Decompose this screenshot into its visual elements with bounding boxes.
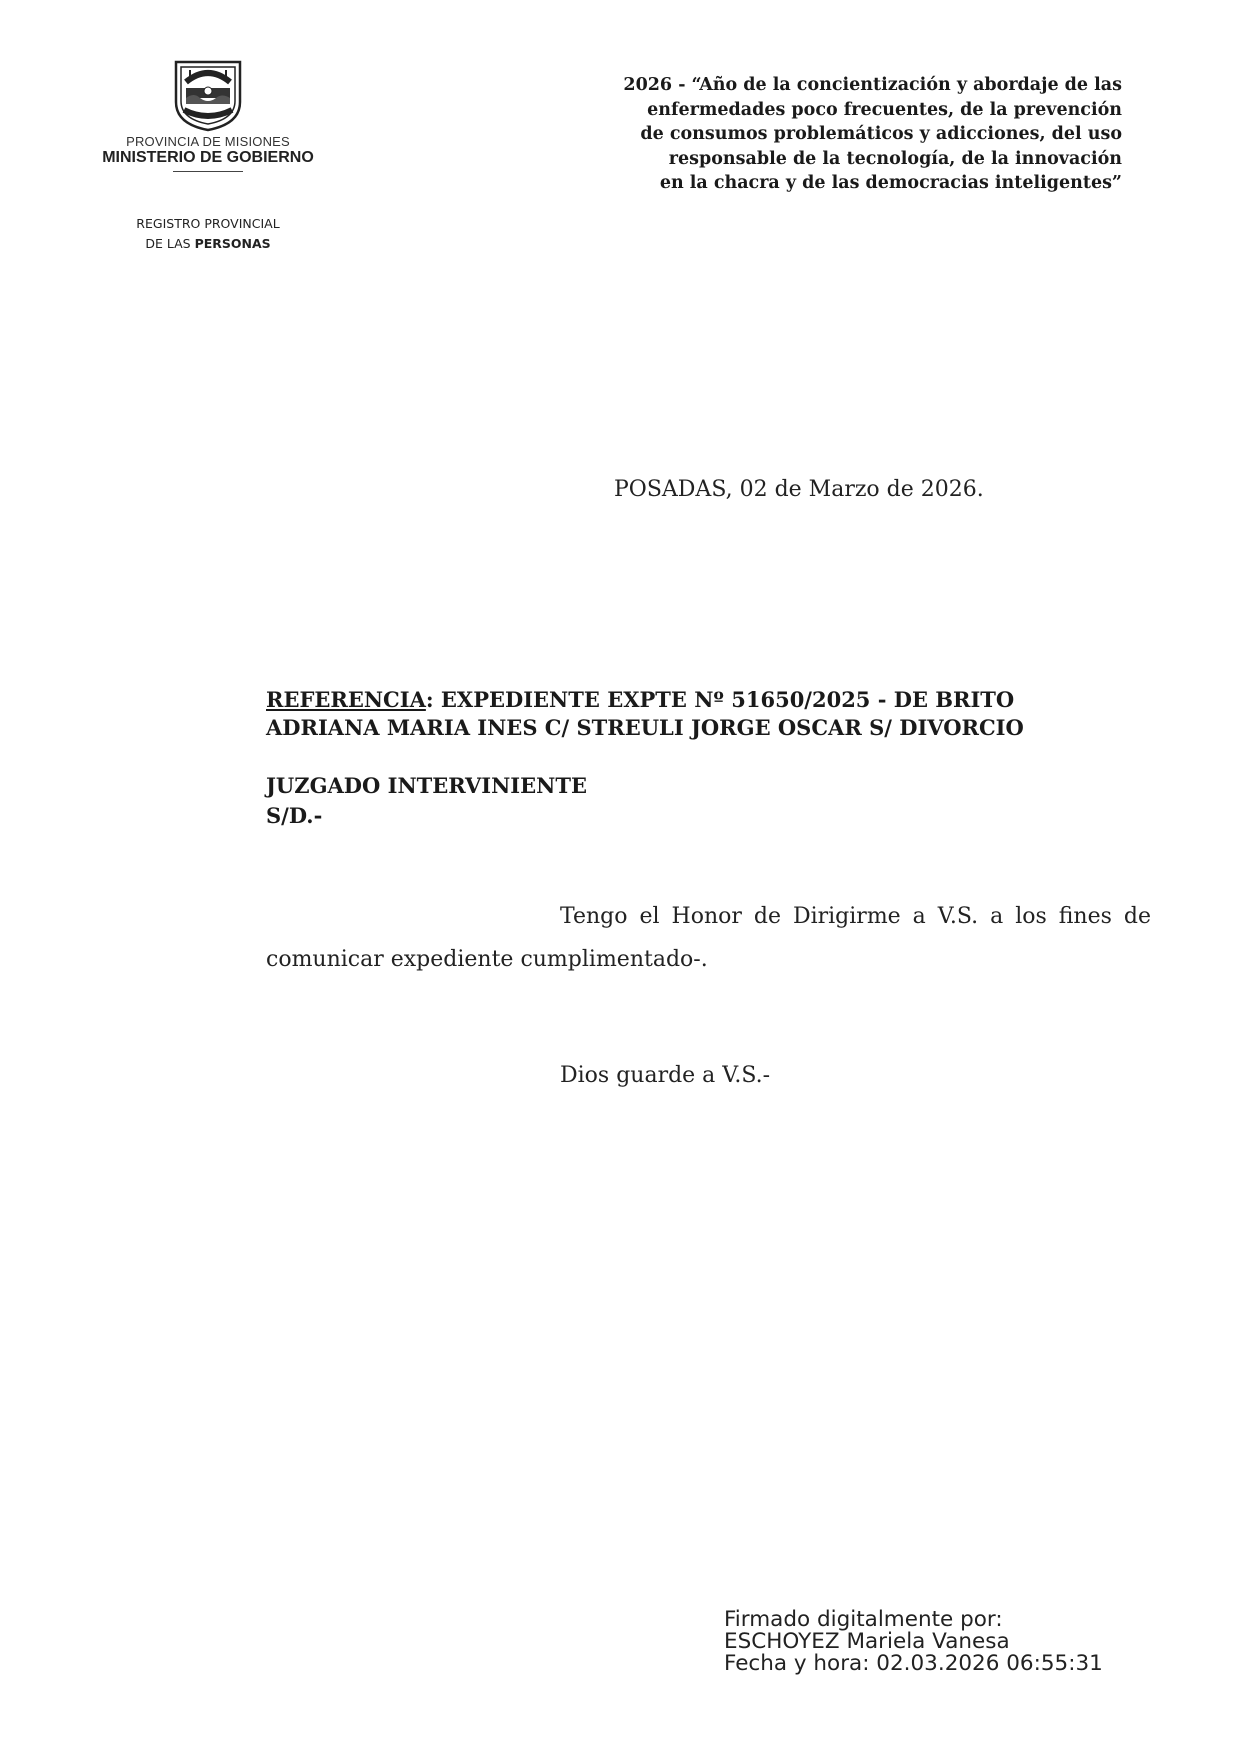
registry-line-1: REGISTRO PROVINCIAL: [136, 216, 280, 231]
logo-underline: [173, 171, 243, 172]
motto-line: en la chacra y de las democracias inteligentes”: [659, 173, 1122, 193]
logo-ministry-text: MINISTERIO DE GOBIERNO: [102, 149, 314, 166]
year-motto: [502, 73, 1122, 196]
provincial-seal-icon: [168, 58, 248, 132]
addressee-sd: S/D.-: [266, 803, 323, 828]
signature-line-1: Firmado digitalmente por:: [724, 1607, 1003, 1632]
logo-province-text: PROVINCIA DE MISIONES: [126, 134, 290, 149]
closing-line: Dios guarde a V.S.-: [560, 1063, 771, 1088]
registry-line-2: [108, 234, 308, 254]
body-paragraph: Tengo el Honor de Dirigirme a V.S. a los fines de comunicar expediente cumplimentado-.: [266, 904, 1151, 972]
digital-signature: [724, 1609, 1103, 1675]
ministry-logo: [88, 58, 328, 198]
signature-timestamp: Fecha y hora: 02.03.2026 06:55:31: [724, 1651, 1103, 1676]
reference-case-number: : EXPEDIENTE EXPTE Nº 51650/2025 - DE BRITO: [425, 687, 1015, 712]
registry-line-2-bold: PERSONAS: [194, 236, 271, 251]
signature-signer: ESCHOYEZ Mariela Vanesa: [724, 1629, 1010, 1654]
registry-name: [108, 214, 308, 254]
motto-line: 2026 - “Año de la concientización y abordaje de las: [623, 75, 1122, 95]
reference-label: REFERENCIA: [266, 687, 426, 712]
reference-line-1: [266, 686, 1146, 714]
motto-line: responsable de la tecnología, de la innovación: [668, 148, 1122, 169]
addressee-block: [266, 771, 587, 831]
date-line: POSADAS, 02 de Marzo de 2026.: [614, 477, 984, 502]
motto-line: enfermedades poco frecuentes, de la prevención: [647, 99, 1122, 120]
reference-block: [266, 686, 1146, 742]
registry-line-2-prefix: DE LAS: [145, 236, 195, 251]
motto-line: de consumos problemáticos y adicciones, del uso: [640, 124, 1122, 144]
addressee-court: JUZGADO INTERVINIENTE: [266, 773, 587, 798]
reference-line-2: ADRIANA MARIA INES C/ STREULI JORGE OSCAR S/ DIVORCIO: [266, 715, 1024, 740]
